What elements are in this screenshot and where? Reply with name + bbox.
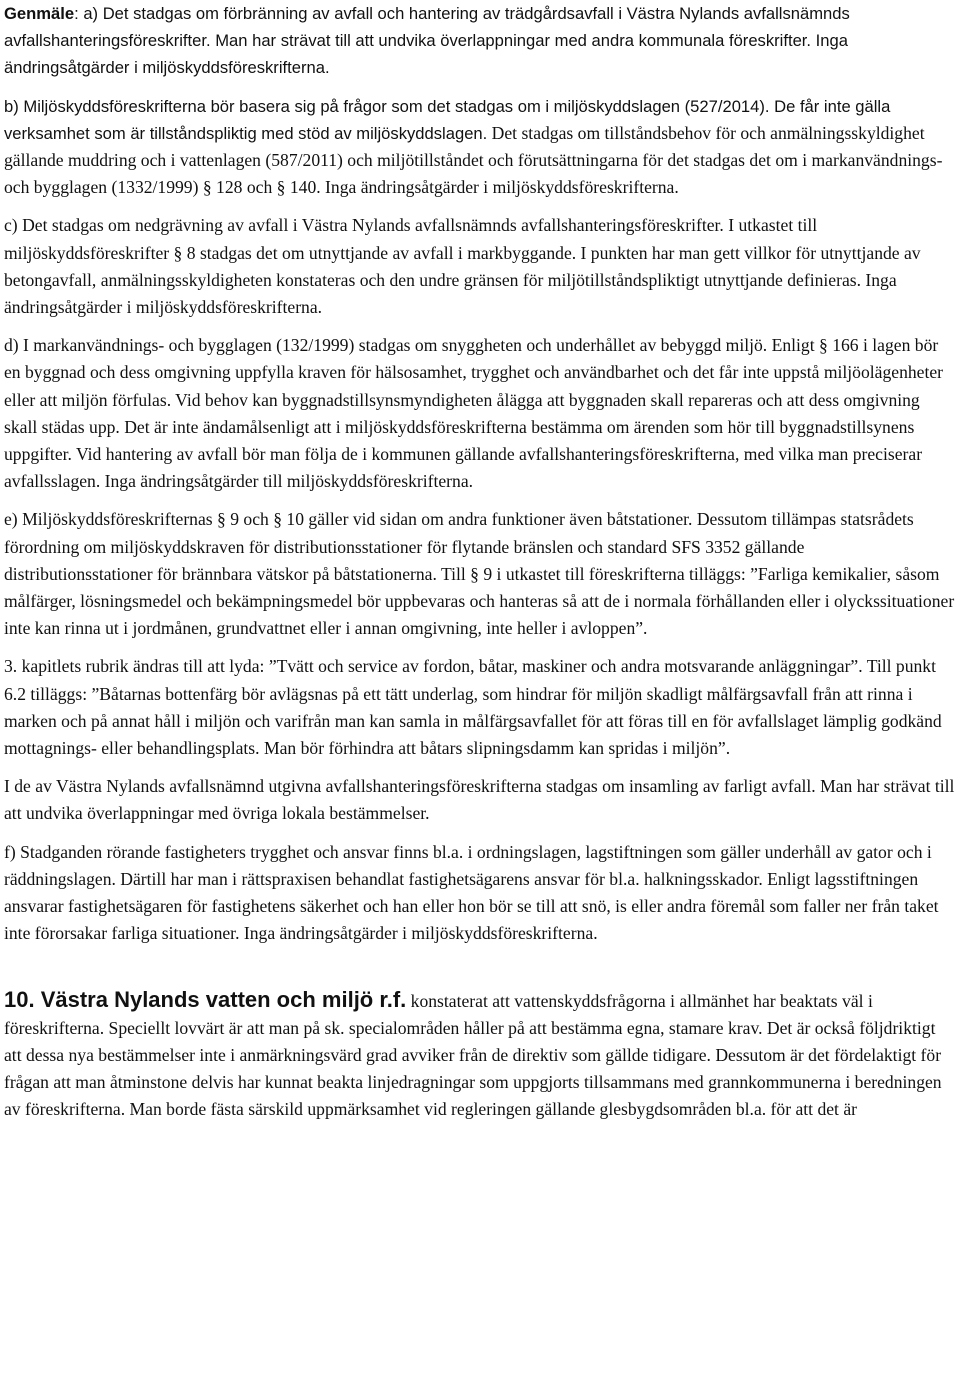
paragraph-d — [4, 332, 956, 495]
paragraph-b — [4, 93, 956, 202]
paragraph-f-text: f) Stadganden rörande fastigheters trygghet och ansvar finns bl.a. i ordningslagen, lagstiftningen som gäller underhåll av gator och i räddningslagen. Därtill har man i rättspraxisen behandlat fastighetsägarens ansvar för bl.a. halkningsskador. Enligt lagsstiftningen ansvarar fastighetsägaren för fastighetens säkerhet och han eller hon bör se till att snö, is eller andra föremål som faller ner från taket inte förorsakar farliga situationer. Inga ändringsåtgärder i miljöskyddsföreskrifterna. — [4, 841, 939, 944]
paragraph-b-part1: b) Miljöskyddsföreskrifterna bör basera sig på frågor som det stadgas om i miljöskyddslagen (527/2014). De får inte gälla verksamhet som är tillståndspliktig med stöd av miljöskyddslagen. — [4, 96, 891, 143]
paragraph-c-part1: c) Det stadgas om nedgrävning av avfall i Västra Nylands avfallsnämnds avfallshanteringsföreskrifter. I utkastet till miljöskyddsföreskrifter § 8 stadgas det om utnyttjande av avfall i markbyggande. — [4, 215, 818, 263]
document-page — [4, 0, 956, 1124]
genmale-text: : a) Det stadgas om förbränning av avfall och hantering av trädgårdsavfall i Västra Nylands avfallsnämnds avfallshanteringsföreskrifter. Man har strävat till att undvika överlappningar med andra kommunala föreskrifter. Inga ändringsåtgärder i miljöskyddsföreskrifterna. — [4, 4, 850, 78]
paragraph-e-text: e) Miljöskyddsföreskrifternas § 9 och § 10 gäller vid sidan om andra funktioner även båtstationer. Dessutom tillämpas statsrådets förordning om miljöskyddskraven för distributionsstationer för flytande bränslen och standard SFS 3352 gällande distributionsstationer för brännbara vätskor på båtstationerna. Till § 9 i utkastet till föreskrifterna tilläggs: ”Farliga kemikalier, såsom målfärger, lösningsmedel och bekämpningsmedel bör uppbevaras och hanteras så att de i normala förhållanden eller i olyckssituationer inte kan rinna ut i jordmånen, grundvattnet eller i annan omgivning, inte heller i avloppen”. — [4, 509, 955, 639]
paragraph-f — [4, 839, 956, 948]
paragraph-vastra-nyland-text: I de av Västra Nylands avfallsnämnd utgivna avfallshanteringsföreskrifterna stadgas om insamling av farligt avfall. Man har strävat till att undvika överlappningar med övriga lokala bestämmelser. — [4, 776, 955, 824]
genmale-label: Genmäle — [4, 4, 75, 23]
section-10-text: konstaterat att vattenskyddsfrågorna i allmänhet har beaktats väl i föreskrifterna. Speciellt lovvärt är att man på sk. specialområden håller på att bestämma egna, stamare krav. Det är också följdriktigt att dessa nya bestämmelser inte i anmärkningsvärd grad avviker från de direktiv som gällde tidigare. Dessutom är det fördelaktigt för frågan att man åtminstone delvis har kunnat beakta linjedragningar som uppgjorts tillsammans med grannkommunerna i beredningen av föreskrifterna. Man borde fästa särskild uppmärksamhet vid regleringen gällande glesbygdsområden bl.a. för att det är — [4, 990, 942, 1120]
paragraph-b-part2: Det stadgas om tillståndsbehov för och anmälningsskyldighet gällande muddring och i vattenlagen (587/2011) och miljötillståndet och förutsättningarna för det stadgas det om i markanvändnings- och bygglagen (1332/1999) § 128 och § 140. Inga ändringsåtgärder i miljöskyddsföreskrifterna. — [4, 122, 943, 198]
paragraph-d-text: d) I markanvändnings- och bygglagen (132/1999) stadgas om snyggheten och underhållet av bebyggd miljö. Enligt § 166 i lagen bör en byggnad och dess omgivning uppfylla kraven för hälsosamhet, trygghet och användbarhet och det får inte uppstå miljöolägenheter eller att miljön förfulas. Vid behov kan byggnadstillsynsmyndigheten ålägga att byggnaden skall repareras och att dess omgivning skall städas upp. Det är inte ändamålsenligt att i miljöskyddsföreskrifterna bestämma om ärenden som hör till byggnadstillsynens uppgifter. Vid hantering av avfall bör man följa de i kommunen gällande avfallshanteringsföreskrifterna, med vilka man preciserar avfallsslagen. Inga ändringsåtgärder till miljöskyddsföreskrifterna. — [4, 335, 944, 492]
paragraph-vastra-nyland — [4, 773, 956, 827]
paragraph-c — [4, 212, 956, 321]
section-10-heading: 10. Västra Nylands vatten och miljö r.f. — [4, 986, 407, 1012]
paragraph-chapter-3 — [4, 653, 956, 762]
paragraph-genmale — [4, 0, 956, 82]
paragraph-section-10 — [4, 986, 956, 1124]
paragraph-c-part2: I punkten har man gett villkor för utnyttjande av betongavfall, anmälningsskyldigheten konstateras och den undre gränsen för miljötillståndspliktigt utnyttjande definieras. Inga ändringsåtgärder i miljöskyddsföreskrifterna. — [4, 242, 921, 318]
paragraph-chapter-3-text: 3. kapitlets rubrik ändras till att lyda: ”Tvätt och service av fordon, båtar, maskiner och andra motsvarande anläggningar”. Till punkt 6.2 tilläggs: ”Båtarnas bottenfärg bör avlägsnas på ett tätt underlag, som hindrar för miljön skadligt målfärgsavfall från att rinna i marken och på annat håll i miljön och varifrån man kan samla in målfärgsavfallet för att föras till en för avfallslaget lämplig godkänd mottagnings- eller behandlingsplats. Man bör förhindra att båtars slipningsdamm kan spridas i miljön”. — [4, 656, 942, 759]
paragraph-e — [4, 506, 956, 642]
